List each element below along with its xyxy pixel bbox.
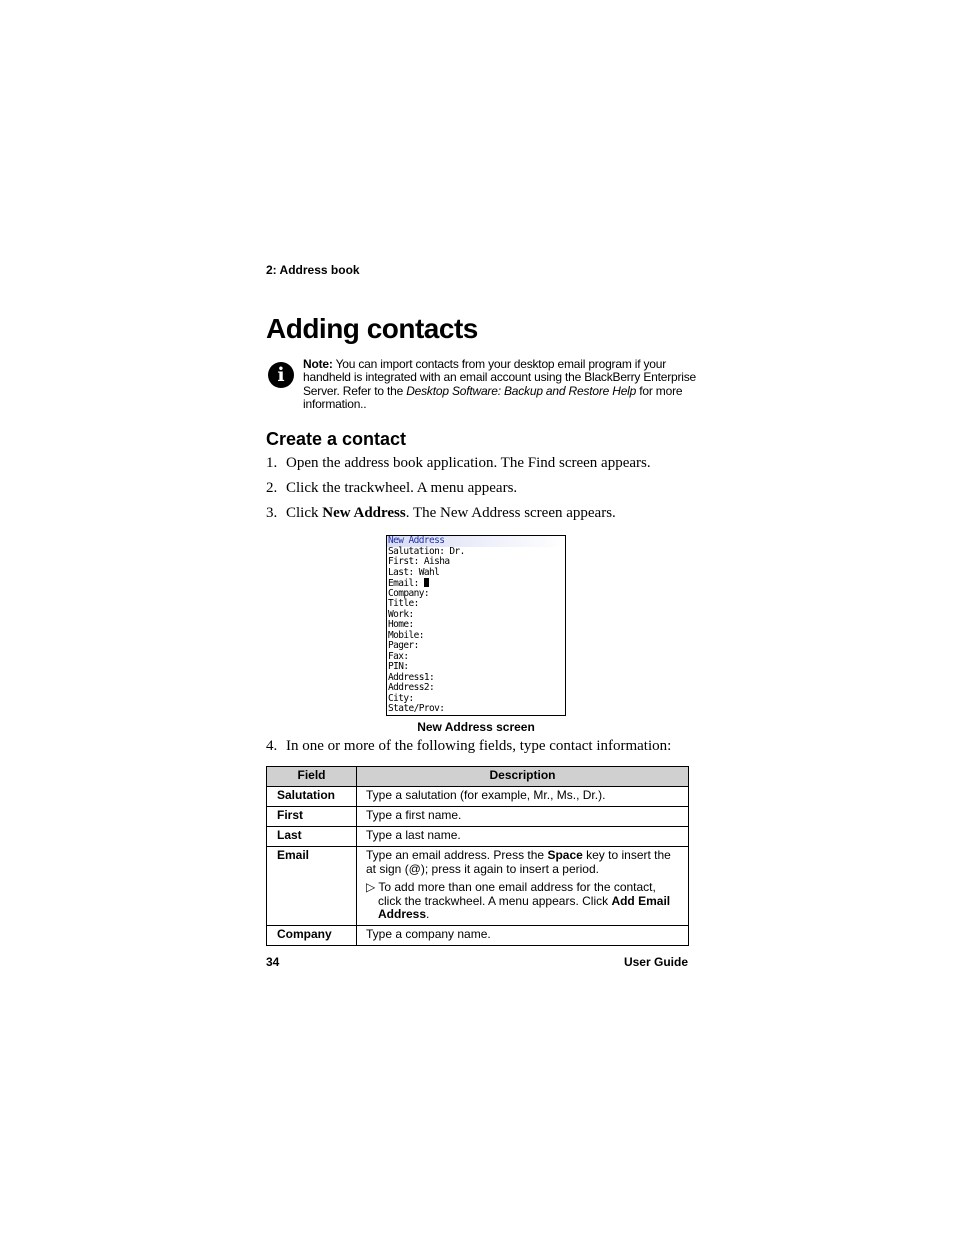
page-number: 34	[266, 955, 280, 969]
screen-line: Home:	[388, 619, 414, 630]
step-text-end: . The New Address screen appears.	[405, 505, 616, 521]
description-cell	[357, 847, 689, 926]
page-title: Adding contacts	[266, 313, 478, 344]
step-number: 3.	[266, 505, 278, 521]
screen-line: Fax:	[388, 650, 409, 662]
tip-text: To add more than one email address for the contact, click the trackwheel. A menu appears. Click	[378, 880, 656, 908]
screen-line: Address2:	[388, 682, 435, 693]
screen-line: State/Prov:	[388, 703, 445, 714]
screen-line	[387, 578, 565, 589]
screen-line: Company:	[388, 587, 429, 599]
field-cell: Email	[267, 847, 357, 926]
step-text: Click the trackwheel. A menu appears.	[286, 480, 518, 496]
header-description: Description	[357, 767, 689, 787]
field-cell: First	[267, 807, 357, 827]
description-cell: Type a salutation (for example, Mr., Ms., Dr.).	[357, 787, 689, 807]
screen-email-label: Email:	[388, 578, 424, 589]
header-field: Field	[267, 767, 357, 787]
email-description	[366, 849, 679, 876]
step-number: 2.	[266, 480, 278, 496]
table-row	[267, 925, 689, 945]
screen-line: PIN:	[388, 661, 409, 672]
field-cell: Salutation	[267, 787, 357, 807]
screen-line: Salutation: Dr.	[388, 545, 465, 557]
screen-line: Pager:	[388, 640, 419, 651]
fields-table	[266, 766, 689, 946]
table-row	[267, 807, 689, 827]
step-3	[266, 505, 616, 522]
step-text: Open the address book application. The Find screen appears.	[286, 455, 651, 471]
screen-line: Last: Wahl	[388, 566, 440, 578]
desc-bold: Space	[547, 848, 583, 862]
step-4	[266, 738, 671, 755]
screen-line: First: Aisha	[388, 556, 450, 567]
tip-bold: Add Email Address	[378, 893, 671, 921]
table-header	[267, 767, 689, 787]
screen-line: City:	[388, 692, 414, 704]
info-icon: i	[268, 362, 294, 388]
note-text: You can import contacts from your desktop email program if your handheld is integrated with an email account using the BlackBerry Enterprise Server. Refer to the	[303, 357, 697, 398]
screen-line: Work:	[388, 608, 414, 620]
table-row	[267, 847, 689, 926]
text-cursor	[424, 578, 429, 587]
step-2	[266, 480, 517, 497]
section-title: Create a contact	[266, 429, 407, 449]
desc-text: Type an email address. Press the	[366, 848, 548, 862]
description-cell: Type a company name.	[357, 925, 689, 945]
step-number: 1.	[266, 455, 278, 471]
table-row	[267, 827, 689, 847]
running-header: 2: Address book	[266, 263, 360, 277]
email-tip	[366, 881, 679, 922]
description-cell: Type a last name.	[357, 827, 689, 847]
step-number: 4.	[266, 738, 278, 754]
screen-title: New Address	[387, 536, 565, 547]
desc-text-end: key to insert the at sign (@); press it again to insert a period.	[366, 848, 671, 876]
tip-text-end: .	[426, 907, 430, 921]
note-label: Note:	[303, 357, 333, 371]
field-cell: Company	[267, 925, 357, 945]
triangle-bullet-icon: ▷	[366, 880, 379, 894]
screen-line: Mobile:	[388, 629, 424, 641]
table-row	[267, 787, 689, 807]
step-text: In one or more of the following fields, type contact information:	[286, 738, 672, 754]
screen-line: Address1:	[388, 671, 435, 683]
note-italic: Desktop Software: Backup and Restore Help	[406, 383, 637, 398]
step-bold: New Address	[322, 505, 406, 521]
new-address-screenshot	[386, 535, 566, 716]
description-cell: Type a first name.	[357, 807, 689, 827]
screen-line: Title:	[388, 598, 419, 609]
step-1	[266, 455, 651, 472]
note	[303, 358, 698, 411]
field-cell: Last	[267, 827, 357, 847]
footer-title: User Guide	[623, 955, 688, 969]
step-text: Click	[286, 505, 323, 521]
figure-caption: New Address screen	[417, 720, 535, 734]
note-text-end: for more information..	[303, 383, 683, 411]
